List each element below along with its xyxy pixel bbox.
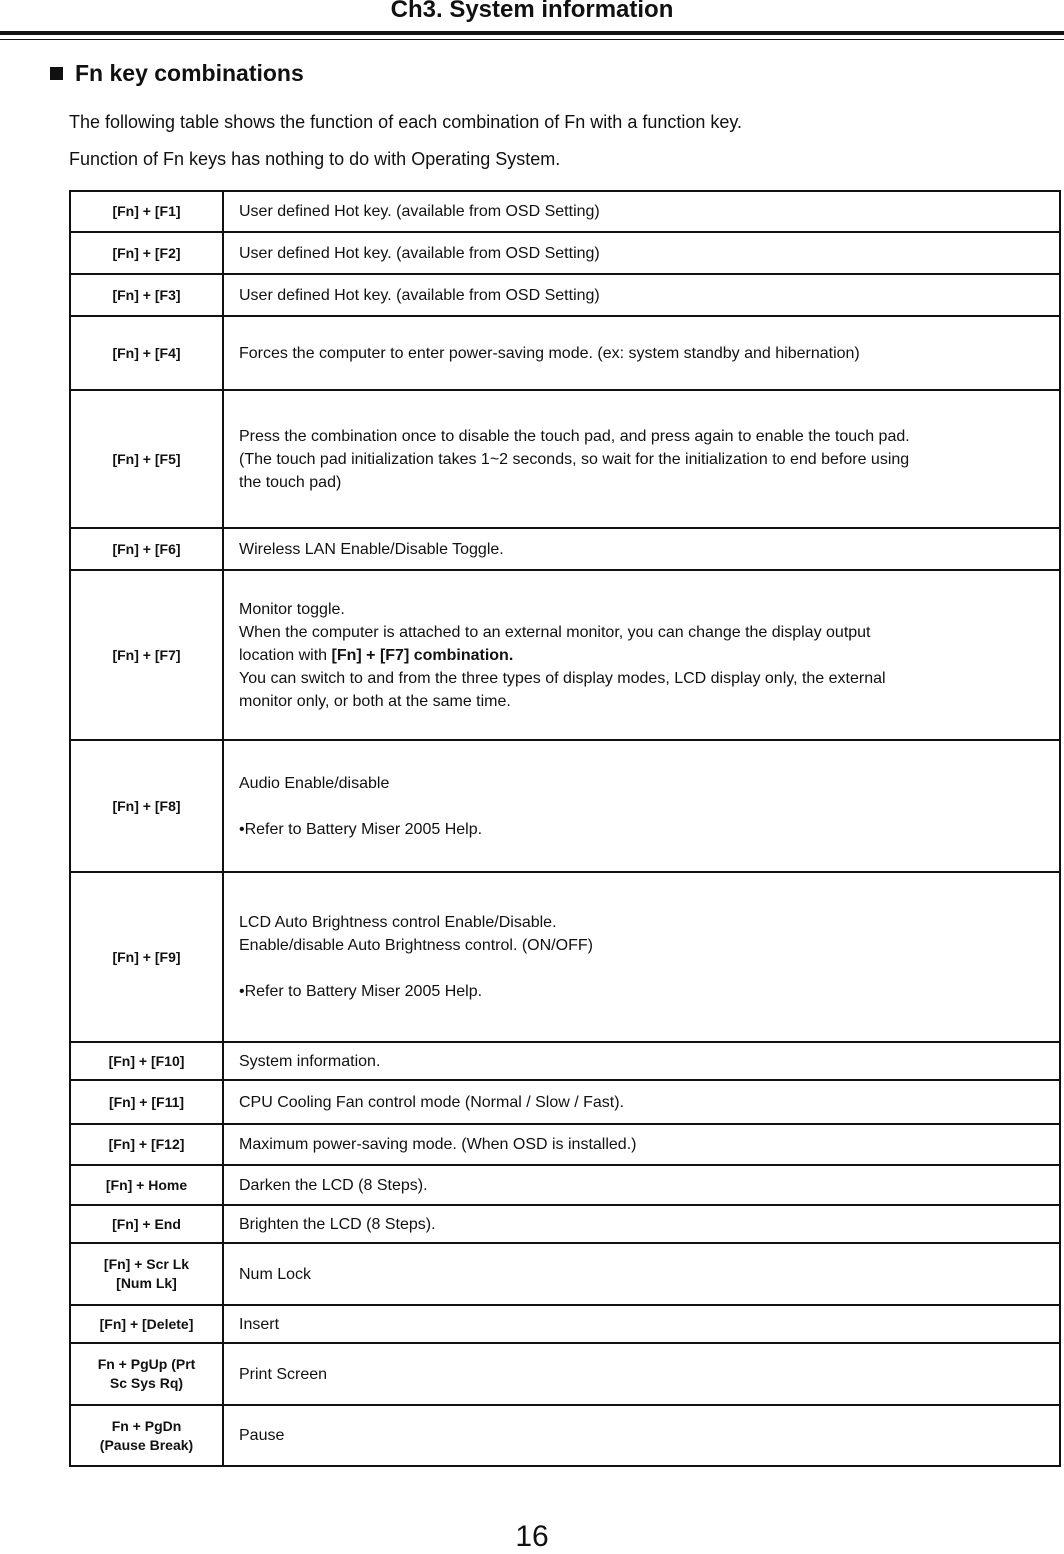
description-line: monitor only, or both at the same time. [239,692,511,710]
description-cell [223,390,1060,528]
table-row [70,316,1060,390]
intro-line-1: The following table shows the function of each combination of Fn with a function key. [69,112,743,132]
description-cell [223,1205,1060,1243]
table-row [70,1343,1060,1405]
header-rule-thick [0,31,1064,35]
key-combination-cell: [Fn] + [F10] [70,1042,223,1080]
description-line: Press the combination once to disable the touch pad, and press again to enable the touch pad. [239,427,910,445]
key-combination-cell: [Fn] + [F2] [70,232,223,274]
description-line: Audio Enable/disable [239,774,390,792]
table-row [70,570,1060,740]
table-row [70,1405,1060,1466]
description-line: LCD Auto Brightness control Enable/Disable. [239,914,557,931]
description-cell [223,1124,1060,1165]
description-line: location with [239,646,332,664]
description-line: Maximum power-saving mode. (When OSD is installed.) [239,1136,637,1153]
table-row [70,1205,1060,1243]
description-line: When the computer is attached to an external monitor, you can change the display output [239,623,871,641]
description-line: Forces the computer to enter power-saving mode. (ex: system standby and hibernation) [239,344,860,362]
table-row [70,1165,1060,1205]
key-combination-cell: [Fn] + [F3] [70,274,223,316]
description-line: Enable/disable Auto Brightness control. (ON/OFF) [239,937,593,954]
description-line: •Refer to Battery Miser 2005 Help. [239,820,483,838]
table-row [70,528,1060,570]
description-line: User defined Hot key. (available from OSD Setting) [239,244,600,262]
key-combination-cell: [Fn] + [F11] [70,1080,223,1124]
key-combination-cell: [Fn] + [F4] [70,316,223,390]
description-cell [223,570,1060,740]
description-line: Brighten the LCD (8 Steps). [239,1215,436,1233]
table-row [70,1080,1060,1124]
header-rule-thin [0,39,1064,40]
key-combination-cell: [Fn] + [F6] [70,528,223,570]
page-number: 16 [515,1520,549,1553]
description-cell [223,1042,1060,1080]
description-line: •Refer to Battery Miser 2005 Help. [239,983,483,1000]
description-line: Num Lock [239,1265,312,1283]
table-row [70,1042,1060,1080]
table-row [70,740,1060,872]
key-combination-cell: [Fn] + End [70,1205,223,1243]
key-combination-cell: [Fn] + [F9] [70,872,223,1042]
key-combination-cell: [Fn] + [F1] [70,191,223,232]
description-line: the touch pad) [239,473,342,491]
description-line: User defined Hot key. (available from OSD Setting) [239,203,600,220]
blank-line [239,957,1049,980]
description-cell [223,740,1060,872]
description-line: You can switch to and from the three types of display modes, LCD display only, the external [239,669,886,687]
bold-fragment: [Fn] + [F7] combination. [331,646,514,664]
description-cell [223,191,1060,232]
fn-key-table [69,190,1061,1467]
key-combination-cell: [Fn] + [F12] [70,1124,223,1165]
key-combination-cell: [Fn] + [F7] [70,570,223,740]
description-line: User defined Hot key. (available from OSD Setting) [239,286,600,304]
description-cell [223,1080,1060,1124]
description-line: System information. [239,1052,381,1070]
table-row [70,274,1060,316]
description-cell [223,1243,1060,1305]
description-cell [223,1343,1060,1405]
description-cell [223,232,1060,274]
table-row [70,872,1060,1042]
description-line: Monitor toggle. [239,600,345,618]
table-row [70,191,1060,232]
key-combination-cell: [Fn] + [F8] [70,740,223,872]
description-cell [223,528,1060,570]
description-cell [223,1305,1060,1343]
intro-line-2: Function of Fn keys has nothing to do with Operating System. [69,149,561,169]
key-combination-cell: [Fn] + [Delete] [70,1305,223,1343]
key-combination-cell: Fn + PgUp (Prt Sc Sys Rq) [70,1343,223,1405]
description-line: CPU Cooling Fan control mode (Normal / Slow / Fast). [239,1093,625,1111]
description-line: Print Screen [239,1365,328,1383]
description-cell [223,1405,1060,1466]
key-combination-cell: [Fn] + [F5] [70,390,223,528]
table-row [70,1124,1060,1165]
description-cell [223,274,1060,316]
description-line: Pause [239,1427,285,1444]
description-line: (The touch pad initialization takes 1~2 seconds, so wait for the initialization to end before using [239,450,910,468]
key-combination-cell: [Fn] + Home [70,1165,223,1205]
description-line: Darken the LCD (8 Steps). [239,1176,428,1194]
square-bullet-icon [50,67,63,80]
description-cell [223,316,1060,390]
description-cell [223,872,1060,1042]
table-row [70,232,1060,274]
description-line: Insert [239,1315,280,1333]
key-combination-cell: Fn + PgDn (Pause Break) [70,1405,223,1466]
section-title: Fn key combinations [75,60,304,86]
description-cell [223,1165,1060,1205]
key-combination-cell: [Fn] + Scr Lk [Num Lk] [70,1243,223,1305]
table-row [70,1305,1060,1343]
table-row [70,1243,1060,1305]
section-heading [50,60,304,87]
description-line-wrap [239,644,1049,667]
blank-line [239,795,1049,818]
table-row [70,390,1060,528]
description-line: Wireless LAN Enable/Disable Toggle. [239,540,504,558]
chapter-title: Ch3. System information [390,0,674,23]
